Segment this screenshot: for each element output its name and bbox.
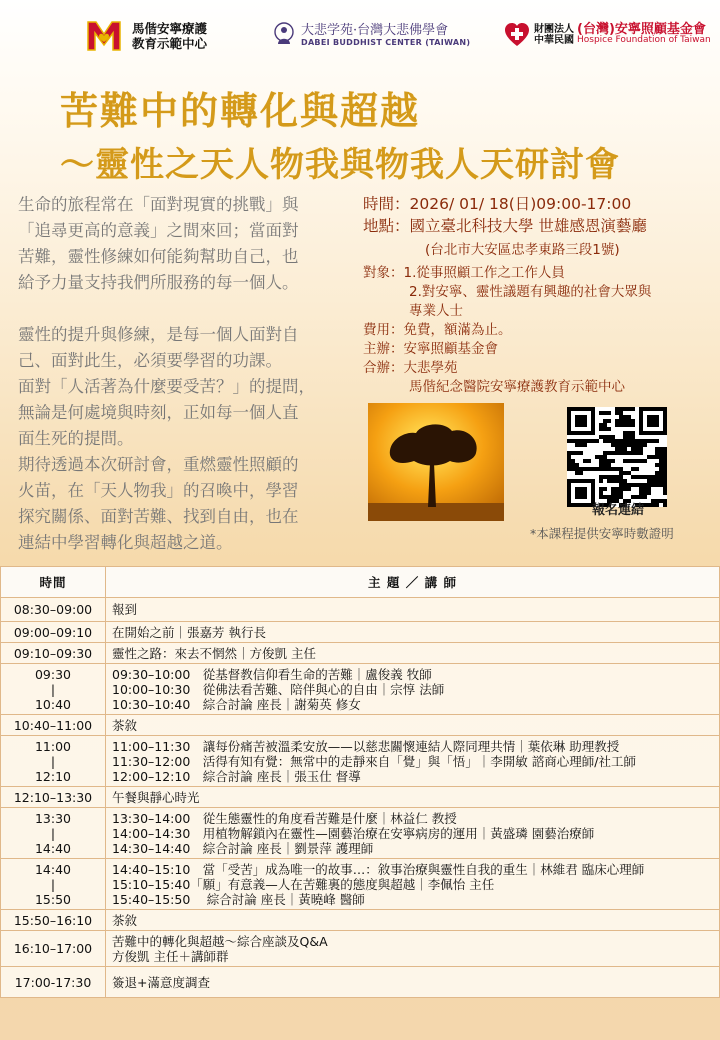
time-header: 時間 (1, 567, 106, 598)
registration-qr-code[interactable] (567, 407, 667, 507)
schedule-time (1, 859, 106, 910)
qr-label: 報名連結 (592, 503, 645, 518)
schedule-time-line: 13:30 (34, 810, 72, 826)
schedule-content (106, 967, 720, 998)
schedule-row (1, 859, 720, 910)
schedule-row (1, 715, 720, 736)
intro-line: 給予力量支持我們所服務的每一個人。 (18, 273, 299, 292)
schedule-time-line: 17:00-17:30 (14, 974, 92, 990)
schedule-time-line: 12:10 (34, 768, 72, 784)
intro-text (18, 192, 363, 556)
intro-line: 面生死的提問。 (18, 429, 134, 448)
schedule-content-line: 11:30–12:00 活得有知有覺：無常中的走靜來自「覺」與「悟」｜李開敏 諮商心理師/社工師 (112, 753, 636, 769)
certificate-note: *本課程提供安寧時數證明 (530, 526, 674, 541)
schedule-time-line: 09:30 (34, 666, 72, 682)
schedule-content-line: 簽退+滿意度調查 (112, 974, 210, 990)
schedule-content-line: 13:30–14:00 從生態靈性的角度看苦難是什麼｜林益仁 教授 (112, 810, 457, 826)
schedule-time-line: | (50, 681, 56, 697)
schedule-body (1, 598, 720, 998)
event-place: 地點：國立臺北科技大學 世雄感恩演藝廳 (363, 217, 647, 235)
schedule-content (106, 715, 720, 736)
intro-line: 生命的旅程常在「面對現實的挑戰」與 (18, 195, 299, 214)
intro-line: 苦難，靈性修練如何能夠幫助自己，也 (18, 247, 299, 266)
hospice-line1: 財團法人 (534, 24, 574, 35)
schedule-content-line: 14:30–14:40 綜合討論 座長｜劉景萍 護理師 (112, 840, 374, 856)
schedule-time (1, 715, 106, 736)
schedule-content-line: 靈性之路：來去不惘然｜方俊凱 主任 (112, 645, 316, 661)
hospice-en: Hospice Foundation of Taiwan (577, 35, 711, 45)
schedule-time (1, 931, 106, 967)
event-host: 主辦：安寧照顧基金會 (363, 341, 498, 357)
schedule-content-line: 14:00–14:30 用植物解鎖內在靈性—園藝治療在安寧病房的運用｜黃盛璘 園藝治療師 (112, 825, 595, 841)
schedule-time-line: 12:10–13:30 (13, 789, 93, 805)
buddha-icon (273, 22, 295, 48)
schedule-time (1, 664, 106, 715)
schedule-content (106, 859, 720, 910)
schedule-time (1, 643, 106, 664)
schedule-time (1, 787, 106, 808)
schedule-content-line: 12:00–12:10 綜合討論 座長｜張玉仕 督導 (112, 768, 361, 784)
schedule-content-line: 14:40–15:10 當「受苦」成為唯一的故事…：敘事治療與靈性自我的重生｜林維君 臨床心理師 (112, 861, 645, 877)
schedule-row (1, 967, 720, 998)
mackay-logo (86, 20, 207, 52)
event-cohost-2: 馬偕紀念醫院安寧療護教育示範中心 (409, 379, 625, 395)
schedule-time (1, 910, 106, 931)
schedule-content-line: 在開始之前｜張嘉芳 執行長 (112, 624, 266, 640)
schedule-time (1, 622, 106, 643)
heart-cross-icon (504, 22, 530, 48)
schedule-content (106, 643, 720, 664)
schedule-time-line: | (50, 825, 56, 841)
intro-line: 連結中學習轉化與超越之道。 (18, 533, 233, 552)
schedule-time-line: 08:30–09:00 (13, 602, 93, 617)
qr-code-icon (567, 407, 667, 507)
schedule-time-line: 10:40 (34, 696, 72, 712)
schedule-row (1, 808, 720, 859)
schedule-content (106, 910, 720, 931)
intro-paragraph-1 (18, 192, 363, 296)
schedule-row (1, 736, 720, 787)
mackay-m-icon (86, 20, 122, 52)
schedule-content-line: 15:10–15:40「願」有意義—人在苦難裏的態度與超越｜李佩怡 主任 (112, 876, 495, 892)
schedule-content-line: 午餐與靜心時光 (112, 789, 200, 805)
schedule-content-line: 10:30–10:40 綜合討論 座長｜謝菊英 修女 (112, 696, 361, 712)
schedule-row (1, 664, 720, 715)
mackay-line2: 教育示範中心 (132, 36, 208, 51)
schedule-content-line: 苦難中的轉化與超越～綜合座談及Q&A (112, 933, 328, 949)
dabei-en: DABEI BUDDHIST CENTER (TAIWAN) (301, 38, 471, 47)
schedule-content (106, 931, 720, 967)
schedule-content-line: 茶敘 (112, 912, 138, 928)
hospice-logo (504, 22, 711, 48)
schedule-row (1, 598, 720, 622)
schedule-content-line: 茶敘 (112, 717, 138, 733)
intro-line: 面對「人活著為什麼要受苦？」的提問， (18, 377, 315, 396)
event-cohost-1: 合辦：大悲學苑 (363, 360, 458, 376)
schedule-content-line: 15:40–15:50 綜合討論 座長｜黃曉峰 醫師 (112, 891, 365, 907)
schedule-row (1, 910, 720, 931)
schedule-time-line: 11:00 (34, 738, 72, 754)
schedule-row (1, 643, 720, 664)
hospice-name: (台灣)安寧照顧基金會 (577, 22, 706, 37)
event-fee: 費用：免費，額滿為止。 (363, 322, 512, 338)
logo-bar (0, 14, 720, 64)
event-audience-1: 對象：1.從事照顧工作之工作人員 (363, 265, 565, 281)
schedule-time-line: 15:50–16:10 (13, 912, 93, 928)
schedule-time (1, 808, 106, 859)
schedule-content (106, 664, 720, 715)
schedule-content (106, 787, 720, 808)
schedule-time-line: | (50, 753, 56, 769)
schedule-time-line: 14:40 (34, 861, 72, 877)
event-audience-2: 2.對安寧、靈性議題有興趣的社會大眾與 (409, 284, 652, 300)
schedule-content (106, 598, 720, 622)
intro-line: 期待透過本次研討會，重燃靈性照顧的 (18, 455, 299, 474)
intro-line: 探究關係、面對苦難、找到自由，也在 (18, 507, 299, 526)
intro-paragraph-2 (18, 322, 363, 556)
schedule-time-line: 15:50 (34, 891, 72, 907)
intro-line: 無論是何處境與時刻，正如每一個人直 (18, 403, 299, 422)
schedule-content-line: 報到 (112, 602, 138, 617)
schedule-content-line: 11:00–11:30 讓每份痛苦被溫柔安放——以慈悲關懷連結人際同理共情｜葉依琳 助理教授 (112, 738, 620, 754)
schedule-time-line: 09:10–09:30 (13, 645, 93, 661)
schedule-time-line: | (50, 876, 56, 892)
schedule-header-row (1, 567, 720, 598)
sub-title: ～靈性之天人物我與物我人天研討會 (60, 145, 620, 185)
schedule-content-line: 09:30–10:00 從基督教信仰看生命的苦難｜盧俊義 牧師 (112, 666, 432, 682)
event-time: 時間：2026/ 01/ 18(日)09:00-17:00 (363, 195, 632, 213)
intro-line: 靈性的提升與修練，是每一個人面對自 (18, 325, 299, 344)
mackay-line1: 馬偕安寧療護 (132, 21, 208, 36)
schedule-row (1, 622, 720, 643)
dabei-cn: 大悲学苑·台灣大悲佛學會 (301, 23, 449, 38)
sunset-tree-image (368, 403, 504, 521)
main-title: 苦難中的轉化與超越 (60, 88, 421, 133)
schedule-time (1, 967, 106, 998)
schedule-time-line: 16:10–17:00 (13, 941, 93, 956)
dabei-logo (273, 22, 470, 48)
schedule-row (1, 931, 720, 967)
schedule-content-line: 10:00–10:30 從佛法看苦難、陪伴與心的自由｜宗惇 法師 (112, 681, 445, 697)
schedule-row (1, 787, 720, 808)
schedule-table (0, 566, 720, 998)
schedule-time (1, 736, 106, 787)
intro-line: 己、面對此生，必須要學習的功課。 (18, 351, 282, 370)
intro-line: 「追尋更高的意義」之間來回；當面對 (18, 221, 299, 240)
schedule-time-line: 09:00–09:10 (13, 624, 93, 640)
schedule-content (106, 736, 720, 787)
topic-header: 主 題 ／ 講 師 (106, 567, 720, 598)
schedule-content (106, 622, 720, 643)
hospice-line2: 中華民國 (534, 35, 574, 46)
intro-line: 火苗，在「天人物我」的召喚中，學習 (18, 481, 299, 500)
schedule-time-line: 14:40 (34, 840, 72, 856)
schedule-time (1, 598, 106, 622)
event-address: (台北市大安區忠孝東路三段1號) (425, 242, 620, 258)
event-audience-3: 專業人士 (409, 303, 463, 319)
schedule-content (106, 808, 720, 859)
schedule-content-line: 方俊凱 主任＋講師群 (112, 948, 229, 964)
schedule-time-line: 10:40–11:00 (13, 717, 93, 733)
